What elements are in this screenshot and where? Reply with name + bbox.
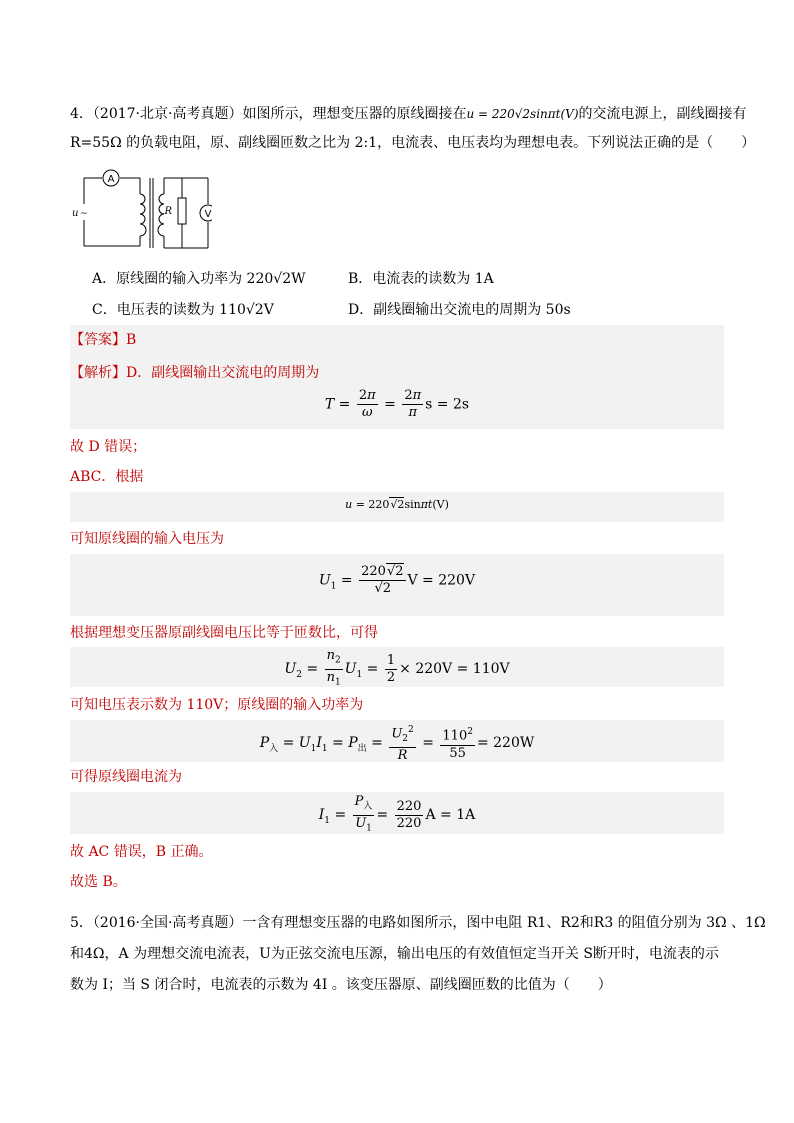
q4-current-text: 可得原线圈电流为 [70,769,182,785]
resistor-label: R [164,206,172,217]
q4-ratio-text: 根据理想变压器原副线圈电压比等于匝数比，可得 [70,625,378,641]
source-label: u [72,208,79,219]
equation-power: $P_入 = U_1I_1 = P_出$ = $\frac{U_2^2}{R}$ = $\frac{110^2}{55}$ = 220W [70,722,724,764]
ac-source-icon: ~ [80,209,88,219]
q4-option-c: C．电压表的读数为 110√2V [92,302,274,318]
ammeter-label: A [107,174,115,185]
equation-u2: $U_2$ = $\frac{n_2}{n_1}$ $U_1$ = $\frac{1}{2}$ × 220V = 110V [284,648,510,688]
resistor-icon [178,198,186,224]
q4-know-u1: 可知原线圈的输入电压为 [70,531,224,547]
q5-line1: 5．（2016·全国·高考真题）一含有理想变压器的电路如图所示，图中电阻 R1、R2和R3 的阻值分别为 3Ω 、1Ω [70,915,766,931]
q4-answer: 【答案】B [70,332,137,348]
equation-u: u = 220√2sinπt(V) [345,498,449,511]
q5-line3: 数为 I；当 S 闭合时，电流表的示数为 4I 。该变压器原、副线圈匝数的比值为（ ） [70,977,612,993]
equation-current: $I_1$ = $\frac{P_入}{U_1}$ = $\frac{220}{220}$ A = 1A [318,794,476,834]
q4-stem-line2: R=55Ω 的负载电阻，原、副线圈匝数之比为 2:1，电流表、电压表均为理想电表。下列说法正确的是（ ） [70,135,756,151]
q4-ac-wrong: 故 AC 错误，B 正确。 [70,844,213,860]
voltmeter-label: V [204,209,212,220]
transformer-circuit-diagram [72,166,212,250]
q4-abc: ABC．根据 [70,469,144,485]
q4-choose: 故选 B。 [70,874,127,890]
equation-period: T = $\frac{2\pi}{\omega}$ = $\frac{2\pi}{\pi}$ s = 2s [324,388,470,420]
q4-stem-line1: 4．（2017·北京·高考真题）如图所示，理想变压器的原线圈接在u = 220√2sinπt(V)的交流电源上，副线圈接有 [70,106,747,122]
q4-option-b: B．电流表的读数为 1A [348,271,494,287]
q4-option-d: D．副线圈输出交流电的周期为 50s [348,302,571,318]
q4-option-a: A．原线圈的输入功率为 220√2W [92,271,306,287]
q4-d-wrong: 故 D 错误； [70,439,147,455]
equation-u1: $U_1$ = $\frac{220√2}{√2}$ V = 220V [318,564,476,596]
q4-power-text: 可知电压表示数为 110V；原线圈的输入功率为 [70,697,364,713]
q4-analysis-d: 【解析】D．副线圈输出交流电的周期为 [70,365,320,381]
q5-line2: 和4Ω，A 为理想交流电流表，U为正弦交流电压源，输出电压的有效值恒定当开关 S断开时，电流表的示 [70,946,719,962]
